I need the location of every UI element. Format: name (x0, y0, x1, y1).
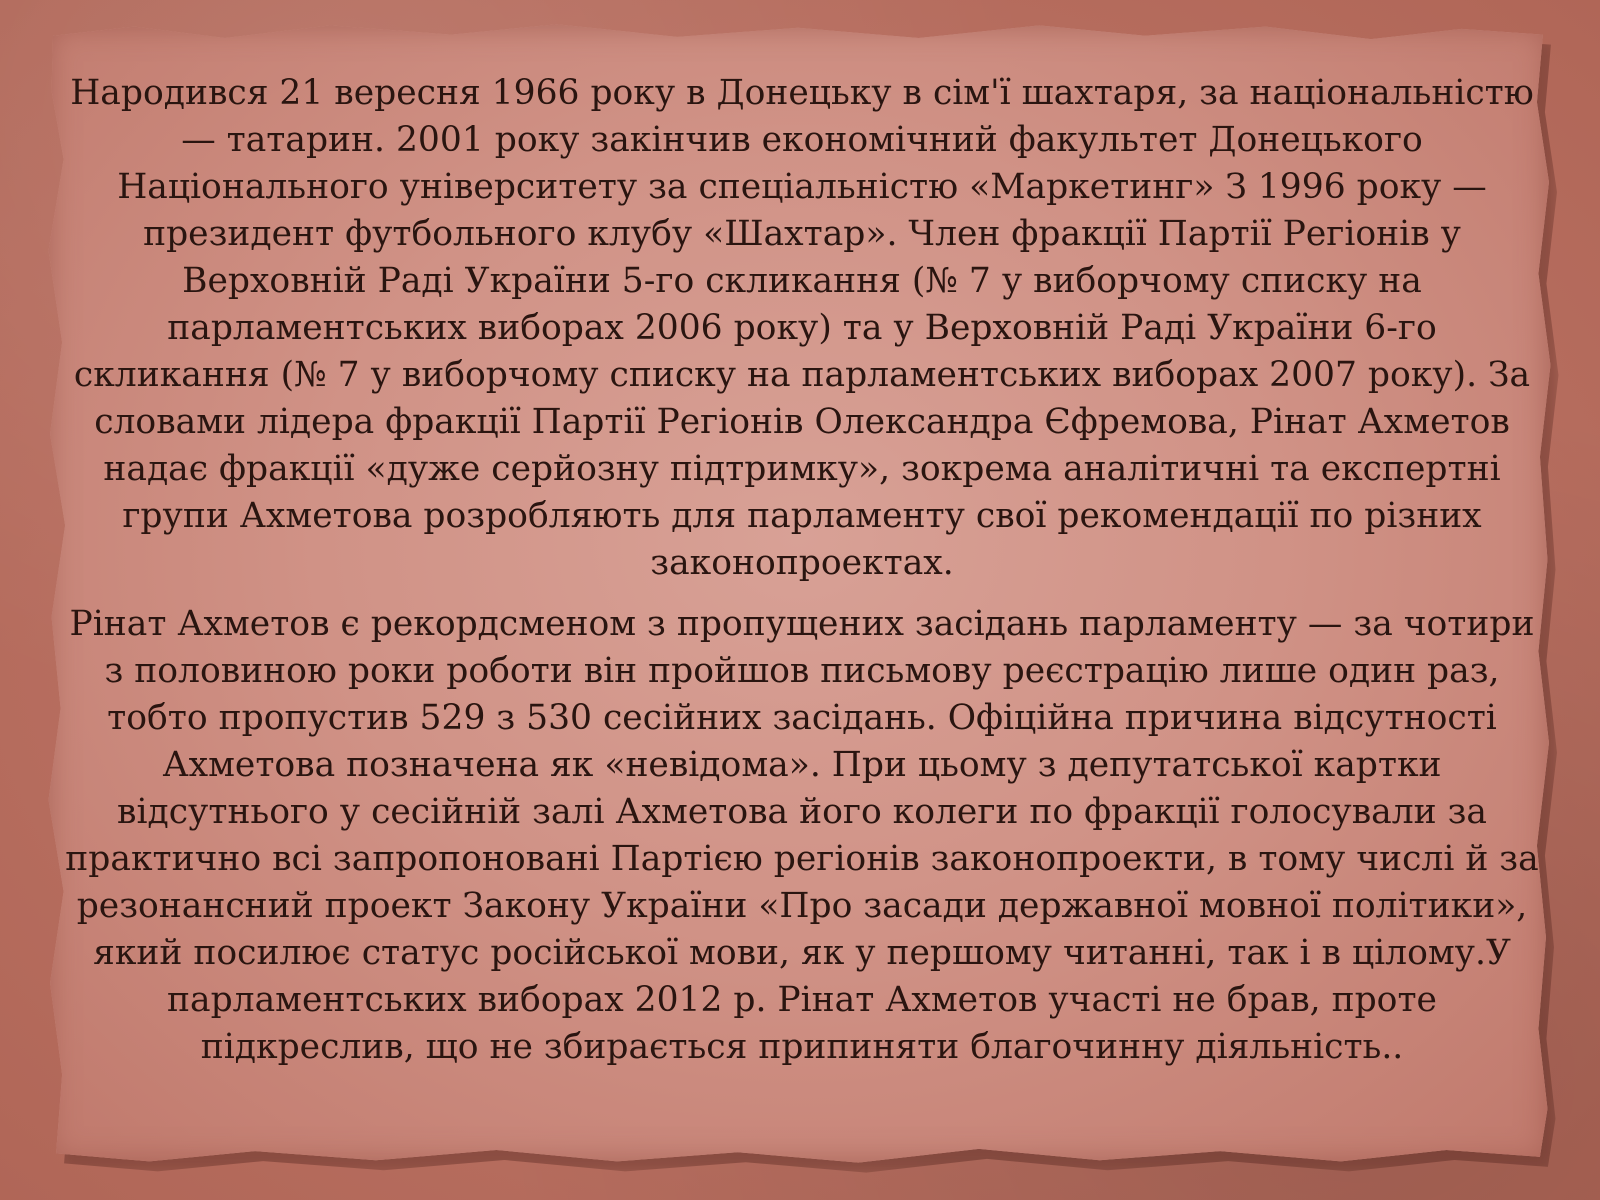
slide-text-body (64, 70, 1540, 1071)
biography-paragraph: Народився 21 вересня 1966 року в Донецьку в сім'ї шахтаря, за національністю — татарин. 2001 року закінчив економічний факультет Донецького Національного університету за спеціальністю «Маркетинг» З 1996 року — президент футбольного клубу «Шахтар». Член фракції Партії Регіонів у Верховній Раді України 5-го скликання (№ 7 у виборчому списку на парламентських виборах 2006 року) та у Верховній Раді України 6-го скликання (№ 7 у виборчому списку на парламентських виборах 2007 року). За словами лідера фракції Партії Регіонів Олександра Єфремова, Рінат Ахметов надає фракції «дуже серйозну підтримку», зокрема аналітичні та експертні групи Ахметова розробляють для парламенту свої рекомендації по різних законопроектах. (70, 73, 1534, 583)
parliament-attendance-paragraph: Рінат Ахметов є рекордсменом з пропущених засідань парламенту — за чотири з половиною роки роботи він пройшов письмову реєстрацію лише один раз, тобто пропустив 529 з 530 сесійних засідань. Офіційна причина відсутності Ахметова позначена як «невідома». При цьому з депутатської картки відсутнього у сесійній залі Ахметова його колеги по фракції голосували за практично всі запропоновані Партією регіонів законопроекти, в тому числі й за резонансний проект Закону України «Про засади державної мовної політики», який посилює статус російської мови, як у першому читанні, так і в цілому.У парламентських виборах 2012 р. Рінат Ахметов участі не брав, проте підкреслив, що не збирається припиняти благочинну діяльність.. (65, 604, 1539, 1067)
